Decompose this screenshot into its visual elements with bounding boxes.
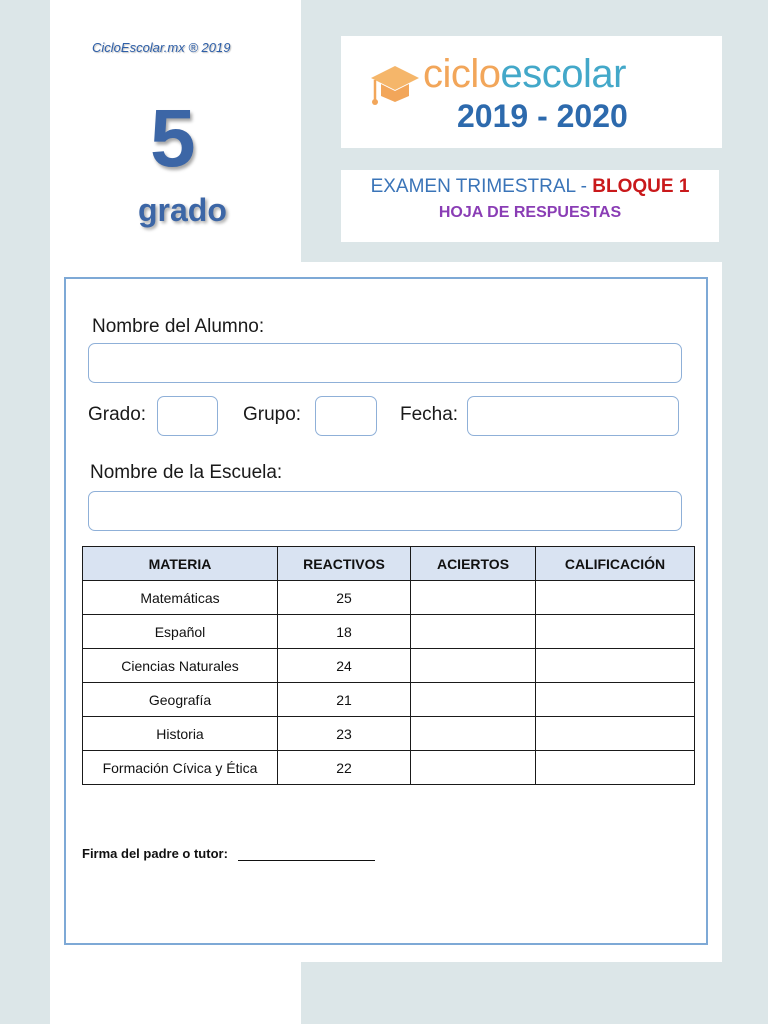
grade-number: 5 — [150, 93, 196, 184]
student-name-field[interactable] — [88, 343, 682, 383]
correct-cell[interactable] — [411, 683, 536, 717]
signature-line[interactable] — [238, 860, 375, 861]
exam-subtitle: HOJA DE RESPUESTAS — [438, 204, 622, 221]
grade-cell[interactable] — [536, 649, 695, 683]
school-name-label: Nombre de la Escuela: — [90, 462, 283, 483]
header-grade: CALIFICACIÓN — [536, 547, 695, 581]
grade-field[interactable] — [157, 396, 218, 436]
grade-cell[interactable] — [536, 683, 695, 717]
items-cell: 23 — [278, 717, 411, 751]
subject-cell: Formación Cívica y Ética — [83, 751, 278, 785]
items-cell: 22 — [278, 751, 411, 785]
correct-cell[interactable] — [411, 649, 536, 683]
correct-cell[interactable] — [411, 751, 536, 785]
brand-name-part1: ciclo — [423, 52, 501, 96]
school-years: 2019 - 2020 — [457, 98, 628, 134]
date-label: Fecha: — [400, 404, 459, 425]
brand-box — [341, 36, 722, 148]
header-correct: ACIERTOS — [411, 547, 536, 581]
grade-label: Grado: — [88, 404, 147, 425]
items-cell: 25 — [278, 581, 411, 615]
exam-title — [341, 176, 719, 198]
table-row — [83, 683, 695, 717]
header-subject: MATERIA — [83, 547, 278, 581]
table-row — [83, 581, 695, 615]
subject-cell: Ciencias Naturales — [83, 649, 278, 683]
student-name-label: Nombre del Alumno: — [92, 316, 265, 337]
table-row — [83, 649, 695, 683]
credit-text: CicloEscolar.mx ® 2019 — [92, 40, 231, 55]
brand-name-part2: escolar — [500, 52, 626, 96]
correct-cell[interactable] — [411, 717, 536, 751]
grade-cell[interactable] — [536, 751, 695, 785]
group-field[interactable] — [315, 396, 377, 436]
subject-cell: Geografía — [83, 683, 278, 717]
grades-table — [82, 546, 695, 785]
correct-cell[interactable] — [411, 615, 536, 649]
exam-title-text: EXAMEN TRIMESTRAL - — [370, 176, 593, 197]
subject-cell: Historia — [83, 717, 278, 751]
signature-label: Firma del padre o tutor: — [82, 846, 228, 861]
items-cell: 21 — [278, 683, 411, 717]
correct-cell[interactable] — [411, 581, 536, 615]
subject-cell: Español — [83, 615, 278, 649]
grade-word: grado — [138, 192, 227, 228]
items-cell: 18 — [278, 615, 411, 649]
table-row — [83, 717, 695, 751]
grade-cell[interactable] — [536, 581, 695, 615]
subject-cell: Matemáticas — [83, 581, 278, 615]
table-row — [83, 615, 695, 649]
grade-cell[interactable] — [536, 615, 695, 649]
graduation-cap-icon — [367, 56, 421, 108]
school-name-field[interactable] — [88, 491, 682, 531]
exam-block: BLOQUE 1 — [592, 176, 690, 197]
items-cell: 24 — [278, 649, 411, 683]
date-field[interactable] — [467, 396, 679, 436]
table-header-row — [83, 547, 695, 581]
table-row — [83, 751, 695, 785]
header-items: REACTIVOS — [278, 547, 411, 581]
grade-cell[interactable] — [536, 717, 695, 751]
exam-box — [341, 170, 719, 242]
group-label: Grupo: — [243, 404, 302, 425]
brand-name — [423, 54, 626, 94]
